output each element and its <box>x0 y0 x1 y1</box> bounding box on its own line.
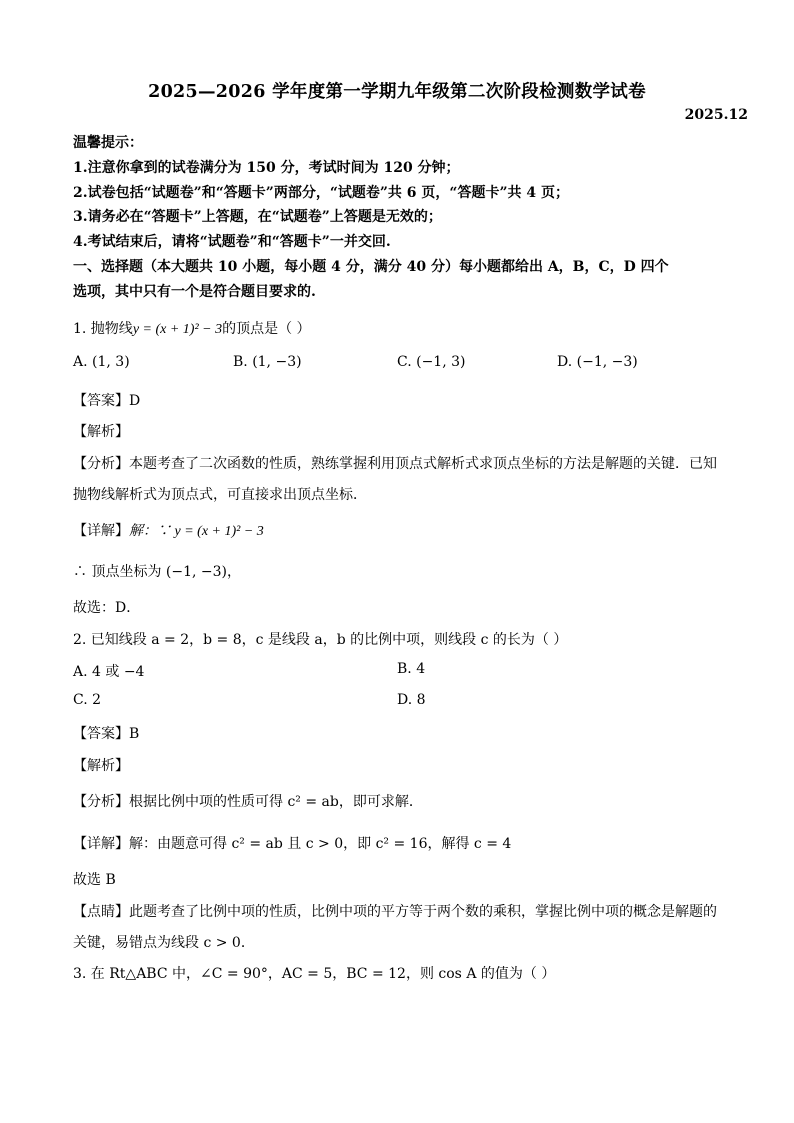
question-2-option-c: C. 2 <box>73 692 102 708</box>
section-heading-line1: 一、选择题（本大题共 10 小题，每小题 4 分，满分 40 分）每小题都给出 A，B，C，D 四个 <box>73 259 669 275</box>
notice-item-3: 3.请务必在“答题卡”上答题，在“试题卷”上答题是无效的； <box>73 209 442 225</box>
question-2-option-d: D. 8 <box>397 692 426 708</box>
section-heading-line2: 选项，其中只有一个是符合题目要求的. <box>73 284 316 300</box>
exam-title: 2025—2026 学年度第一学期九年级第二次阶段检测数学试卷 <box>148 82 646 102</box>
answer-tag: 【答案】 <box>73 393 129 409</box>
question-1-stem-pre: 1. 抛物线 <box>73 321 133 337</box>
question-1-answer <box>73 390 140 410</box>
detail-text: 解：由题意可得 c² = ab 且 c > 0，即 c² = 16，解得 c = 4 <box>129 836 512 852</box>
question-1-choose: 故选：D． <box>73 600 141 616</box>
detail-tag: 【详解】 <box>73 523 129 539</box>
dianjing-text-1: 此题考查了比例中项的性质，比例中项的平方等于两个数的乘积，掌握比例中项的概念是解题的 <box>129 904 717 920</box>
question-1-option-a: A. (1, 3) <box>73 354 130 370</box>
question-1-option-b: B. (1, −3) <box>233 354 302 370</box>
question-1-step: ∴ 顶点坐标为 (−1, −3)， <box>73 564 241 580</box>
question-1-detail <box>73 520 264 540</box>
fenxi-text-1: 本题考查了二次函数的性质，熟练掌握利用顶点式解析式求顶点坐标的方法是解题的关键．已知 <box>129 456 717 472</box>
notice-heading: 温馨提示： <box>73 135 143 151</box>
answer-value: B <box>129 726 140 742</box>
question-3-stem: 3. 在 Rt△ABC 中，∠C = 90°，AC = 5，BC = 12，则 cos A 的值为（ ） <box>73 966 556 982</box>
question-1-option-c: C. (−1, 3) <box>397 354 466 370</box>
notice-item-4: 4.考试结束后，请将“试题卷”和“答题卡”一并交回. <box>73 234 391 250</box>
answer-tag: 【答案】 <box>73 726 129 742</box>
exam-date: 2025.12 <box>684 107 748 123</box>
dianjing-tag: 【点睛】 <box>73 904 129 920</box>
question-2-option-b: B. 4 <box>397 661 426 677</box>
question-2-detail <box>73 833 511 853</box>
notice-item-1: 1.注意你拿到的试卷满分为 150 分，考试时间为 120 分钟； <box>73 160 460 176</box>
question-2-dianjing-line2: 关键，易错点为线段 c > 0． <box>73 935 255 951</box>
question-2-option-a: A. 4 或 −4 <box>73 664 145 680</box>
question-1-formula: y = (x + 1)² − 3 <box>132 322 223 337</box>
fenxi-tag: 【分析】 <box>73 794 129 810</box>
question-1-option-d: D. (−1, −3) <box>557 354 638 370</box>
question-1-fenxi-line2: 抛物线解析式为顶点式，可直接求出顶点坐标． <box>73 487 367 503</box>
question-2-fenxi <box>73 791 423 811</box>
fenxi-tag: 【分析】 <box>73 456 129 472</box>
question-1-fenxi <box>73 453 717 473</box>
detail-tag: 【详解】 <box>73 836 129 852</box>
fenxi-text: 根据比例中项的性质可得 c² = ab，即可求解． <box>129 794 423 810</box>
question-1-stem <box>73 318 311 338</box>
question-2-stem: 2. 已知线段 a = 2，b = 8，c 是线段 a，b 的比例中项，则线段 c 的长为（ ） <box>73 632 568 648</box>
question-2-answer <box>73 723 139 743</box>
detail-text: 解：∵ y = (x + 1)² − 3 <box>129 524 264 539</box>
question-2-analysis-tag: 【解析】 <box>73 758 129 774</box>
question-1-analysis-tag: 【解析】 <box>73 424 129 440</box>
question-2-dianjing <box>73 901 717 921</box>
question-1-stem-post: 的顶点是（ ） <box>222 321 311 337</box>
notice-item-2: 2.试卷包括“试题卷”和“答题卡”两部分，“试题卷”共 6 页，“答题卡”共 4 页； <box>73 185 570 201</box>
question-2-choose: 故选 B <box>73 872 116 888</box>
answer-value: D <box>129 393 141 409</box>
